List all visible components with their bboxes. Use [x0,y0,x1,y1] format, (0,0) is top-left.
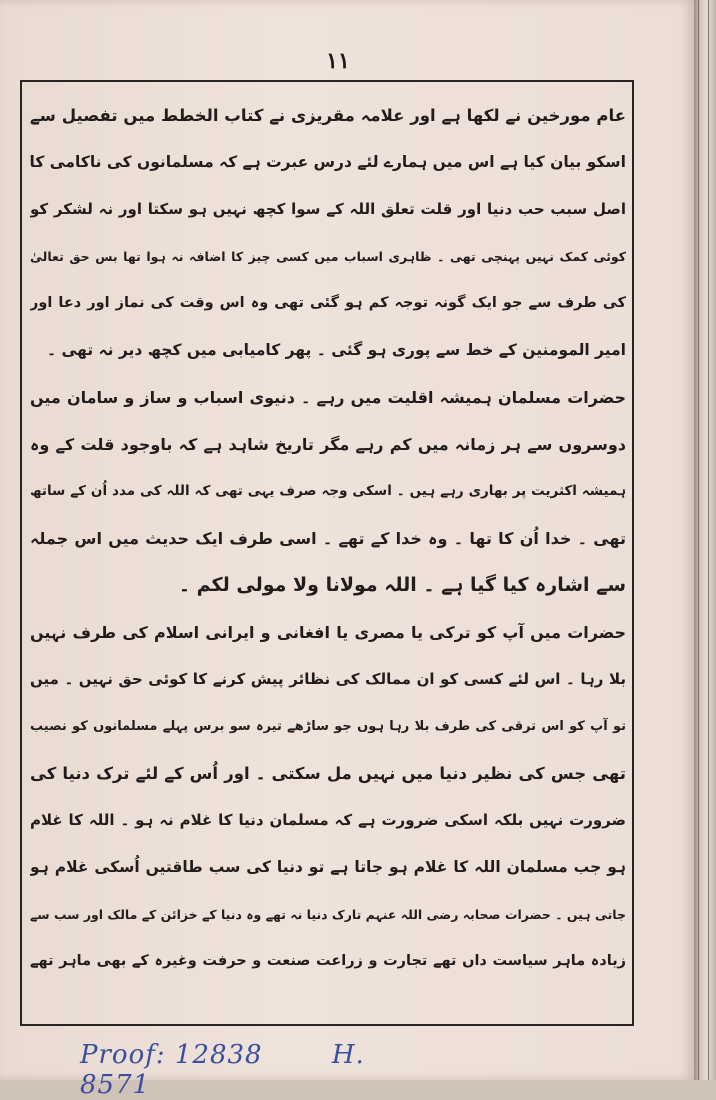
text-line: حضرات میں آپ کو ترکی یا مصری یا افغانی و ایرانی اسلام کی طرف نہیں [30,623,626,642]
page-body [30,92,626,985]
spine-edge [708,0,709,1080]
text-line: اصل سبب حب دنیا اور قلت تعلق اللہ کے سوا کچھ نہیں ہو سکتا اور نہ لشکر کو [30,200,626,218]
text-line: اسکو بیان کیا ہے اس میں ہمارے لئے درس عبرت ہے کہ مسلمانوں کی ناکامی کا [30,153,626,171]
stamp-accession-number: H. 8571 [80,1040,365,1100]
book-spine [694,0,716,1080]
text-line: ہمیشہ اکثریت پر بھاری رہے ہیں ۔ اسکی وجہ صرف یہی تھی کہ اللہ کی مدد اُن کے ساتھ [30,483,626,499]
text-line: تو آپ کو اس ترقی کی طرف بلا رہا ہوں جو ساڑھے تیرہ سو برس پہلے مسلمانوں کو نصیب [30,719,626,734]
spine-edge [698,0,699,1080]
stamp-proof-number: Proof: 12838 [80,1040,263,1070]
page-number: ۱۱ [326,48,350,74]
text-line: ضرورت نہیں بلکہ اسکی ضرورت ہے کہ مسلمان دنیا کا غلام نہ ہو ۔ اللہ کا غلام [30,811,626,829]
text-line: جاتی ہیں ۔ حضرات صحابہ رضی اللہ عنہم تارک دنیا نہ تھے وہ دنیا کے خزائن کے مالک اور سب سے [30,907,626,922]
text-line: حضرات مسلمان ہمیشہ اقلیت میں رہے ۔ دنیوی اسباب و ساز و سامان میں [30,388,626,407]
text-line: کی طرف سے جو ایک گونہ توجہ کم ہو گئی تھی وہ اس وقت کی نماز اور دعا اور [30,295,626,311]
text-line: بلا رہا ۔ اس لئے کسی کو ان ممالک کی نظائر پیش کرنے کا کوئی حق نہیں ۔ میں [30,670,626,688]
text-line: تھی ۔ خدا اُن کا تھا ۔ وہ خدا کے تھے ۔ اسی طرف ایک حدیث میں اس جملہ [30,529,626,548]
text-line: دوسروں سے ہر زمانہ میں کم رہے مگر تاریخ شاہد ہے کہ باوجود قلت کے وہ [30,435,626,454]
text-line: ہو جب مسلمان اللہ کا غلام ہو جاتا ہے تو دنیا کی سب طاقتیں اُسکی غلام ہو [30,858,626,876]
text-line: زیادہ ماہر سیاست داں تھے تجارت و زراعت صنعت و حرفت وغیرہ کے بھی ماہر تھے [30,953,626,969]
library-stamp [80,1040,500,1100]
text-line: سے اشارہ کیا گیا ہے ۔ اللہ مولانا ولا مولی لکم ۔ [178,574,626,596]
text-line: امیر المومنین کے خط سے پوری ہو گئی ۔ پھر کامیابی میں کچھ دیر نہ تھی ۔ [46,341,626,359]
text-line: عام مورخین نے لکھا ہے اور علامہ مقریزی نے کتاب الخطط میں تفصیل سے [30,106,626,125]
text-line: کوئی کمک نہیں پہنچی تھی ۔ ظاہری اسباب میں کسی چیز کا اضافہ نہ ہوا تھا بس حق تعالیٰ [30,249,626,264]
text-line: تھی جس کی نظیر دنیا میں نہیں مل سکتی ۔ اور اُس کے لئے ترک دنیا کی [30,764,626,783]
